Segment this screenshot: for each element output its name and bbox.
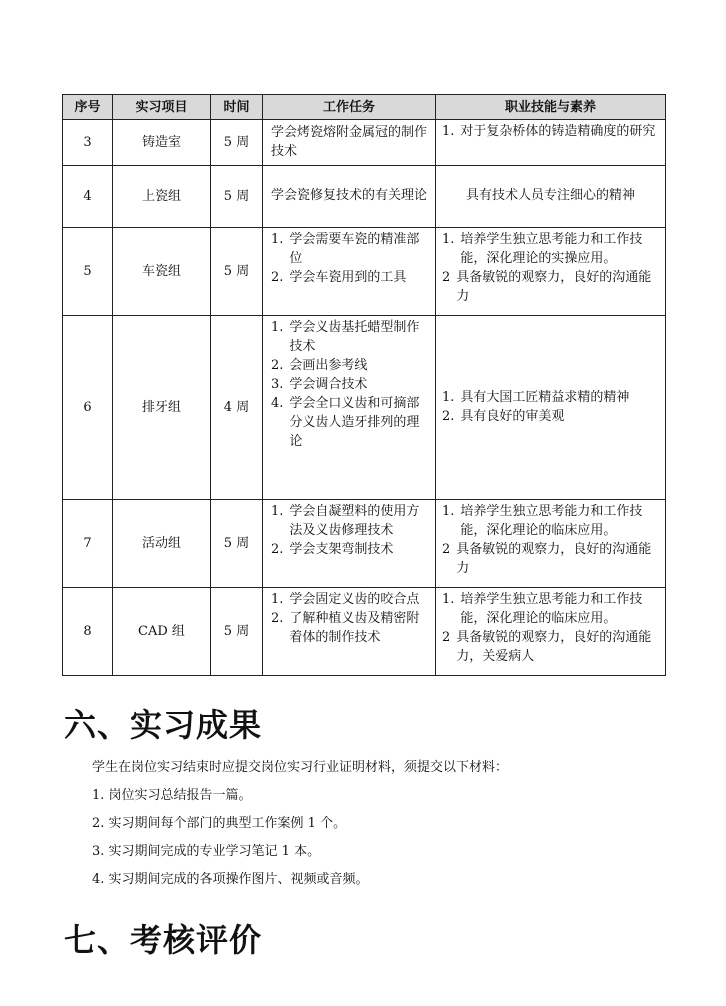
skill-text: 培养学生独立思考能力和工作技能，深化理论的临床应用。	[460, 592, 643, 626]
task-text: 学会车瓷用到的工具	[289, 270, 407, 285]
task-item	[271, 590, 429, 609]
row-no: 5	[63, 228, 113, 316]
task-item	[271, 502, 429, 540]
skill-text: 培养学生独立思考能力和工作技能，深化理论的实操应用。	[460, 232, 643, 266]
skill-text: 具有良好的审美观	[460, 408, 565, 424]
task-num: 1.	[271, 320, 284, 335]
row-skills	[436, 228, 666, 316]
table-row	[63, 588, 666, 676]
row-skills	[436, 120, 666, 166]
row-no: 3	[63, 120, 113, 166]
task-num: 2.	[271, 611, 284, 626]
task-item	[271, 394, 429, 451]
row-tasks	[263, 166, 436, 228]
skill-num: 2	[442, 542, 451, 557]
row-project: 车瓷组	[113, 228, 211, 316]
task-text: 会画出参考线	[289, 358, 368, 373]
task-text: 学会调合技术	[289, 377, 368, 392]
row-tasks	[263, 500, 436, 588]
table-row	[63, 316, 666, 500]
row-project: 上瓷组	[113, 166, 211, 228]
row-duration: 5 周	[211, 120, 263, 166]
table-row	[63, 228, 666, 316]
skill-item	[442, 388, 659, 407]
task-text: 学会固定义齿的咬合点	[289, 592, 420, 607]
skill-num: 1.	[442, 504, 455, 519]
skill-item	[442, 122, 659, 141]
section-6-intro: 学生在岗位实习结束时应提交岗位实习行业证明材料，须提交以下材料：	[92, 760, 509, 775]
row-skills	[436, 500, 666, 588]
row-tasks	[263, 120, 436, 166]
task-item	[271, 609, 429, 647]
task-text: 学会义齿基托蜡型制作技术	[289, 320, 420, 354]
task-num: 1.	[271, 232, 284, 247]
task-text: 学会需要车瓷的精准部位	[289, 232, 420, 266]
skill-text: 具备敏锐的观察力，良好的沟通能力	[456, 542, 652, 576]
row-project: 活动组	[113, 500, 211, 588]
skill-num: 1.	[442, 592, 455, 607]
header-project: 实习项目	[113, 95, 211, 120]
skill-text: 具有技术人员专注细心的精神	[465, 188, 635, 203]
header-no: 序号	[63, 95, 113, 120]
header-tasks: 工作任务	[263, 95, 436, 120]
task-num: 2.	[271, 270, 284, 285]
task-text: 学会烤瓷熔附金属冠的制作技术	[271, 124, 428, 159]
row-tasks	[263, 316, 436, 500]
row-tasks	[263, 588, 436, 676]
task-num: 3.	[271, 377, 284, 392]
skill-num: 1.	[442, 124, 455, 139]
skill-text: 具备敏锐的观察力，良好的沟通能力	[456, 270, 652, 304]
task-item	[271, 356, 429, 375]
task-item	[271, 230, 429, 268]
skill-item	[442, 540, 659, 578]
task-item	[271, 375, 429, 394]
skill-item	[442, 230, 659, 268]
task-text: 学会自凝塑料的使用方法及义齿修理技术	[289, 504, 420, 538]
result-item: 1. 岗位实习总结报告一篇。	[92, 788, 252, 803]
skill-item	[442, 268, 659, 306]
skill-item	[442, 590, 659, 628]
section-7-heading: 七、考核评价	[64, 921, 263, 959]
header-duration: 时间	[211, 95, 263, 120]
task-num: 4.	[271, 396, 284, 411]
internship-table	[62, 94, 666, 676]
row-duration: 4 周	[211, 316, 263, 500]
task-item	[271, 540, 429, 559]
task-item	[271, 268, 429, 287]
row-duration: 5 周	[211, 228, 263, 316]
row-no: 7	[63, 500, 113, 588]
skill-num: 2.	[442, 408, 455, 424]
task-num: 1.	[271, 504, 284, 519]
row-no: 6	[63, 316, 113, 500]
result-item: 4. 实习期间完成的各项操作图片、视频或音频。	[92, 872, 369, 887]
skill-item	[442, 407, 659, 426]
row-skills	[436, 166, 666, 228]
skill-num: 2	[442, 270, 451, 285]
row-skills	[436, 316, 666, 500]
table-row	[63, 500, 666, 588]
row-project: 排牙组	[113, 316, 211, 500]
skill-text: 对于复杂桥体的铸造精确度的研究	[460, 124, 656, 139]
row-skills	[436, 588, 666, 676]
row-duration: 5 周	[211, 588, 263, 676]
result-item: 2. 实习期间每个部门的典型工作案例 1 个。	[92, 816, 347, 831]
skill-num: 1.	[442, 389, 455, 405]
skill-text: 培养学生独立思考能力和工作技能，深化理论的临床应用。	[460, 504, 643, 538]
section-6-heading: 六、实习成果	[64, 706, 263, 744]
skill-text: 具备敏锐的观察力，良好的沟通能力，关爱病人	[456, 630, 652, 664]
skill-num: 1.	[442, 232, 455, 247]
row-tasks	[263, 228, 436, 316]
task-text: 了解种植义齿及精密附着体的制作技术	[289, 611, 420, 645]
task-text: 学会瓷修复技术的有关理论	[271, 188, 428, 203]
result-item: 3. 实习期间完成的专业学习笔记 1 本。	[92, 844, 321, 859]
skill-item	[442, 502, 659, 540]
task-text: 学会全口义齿和可摘部分义齿人造牙排列的理论	[289, 396, 420, 449]
task-num: 2.	[271, 542, 284, 557]
table-header-row	[63, 95, 666, 120]
task-num: 1.	[271, 592, 284, 607]
row-no: 8	[63, 588, 113, 676]
row-project: 铸造室	[113, 120, 211, 166]
skill-item	[442, 628, 659, 666]
row-no: 4	[63, 166, 113, 228]
row-duration: 5 周	[211, 166, 263, 228]
row-project: CAD 组	[113, 588, 211, 676]
row-duration: 5 周	[211, 500, 263, 588]
table-row	[63, 166, 666, 228]
task-text: 学会支架弯制技术	[289, 542, 394, 557]
task-num: 2.	[271, 358, 284, 373]
table-row	[63, 120, 666, 166]
skill-text: 具有大国工匠精益求精的精神	[460, 389, 630, 405]
header-skills: 职业技能与素养	[436, 95, 666, 120]
skill-num: 2	[442, 630, 451, 645]
task-item	[271, 318, 429, 356]
